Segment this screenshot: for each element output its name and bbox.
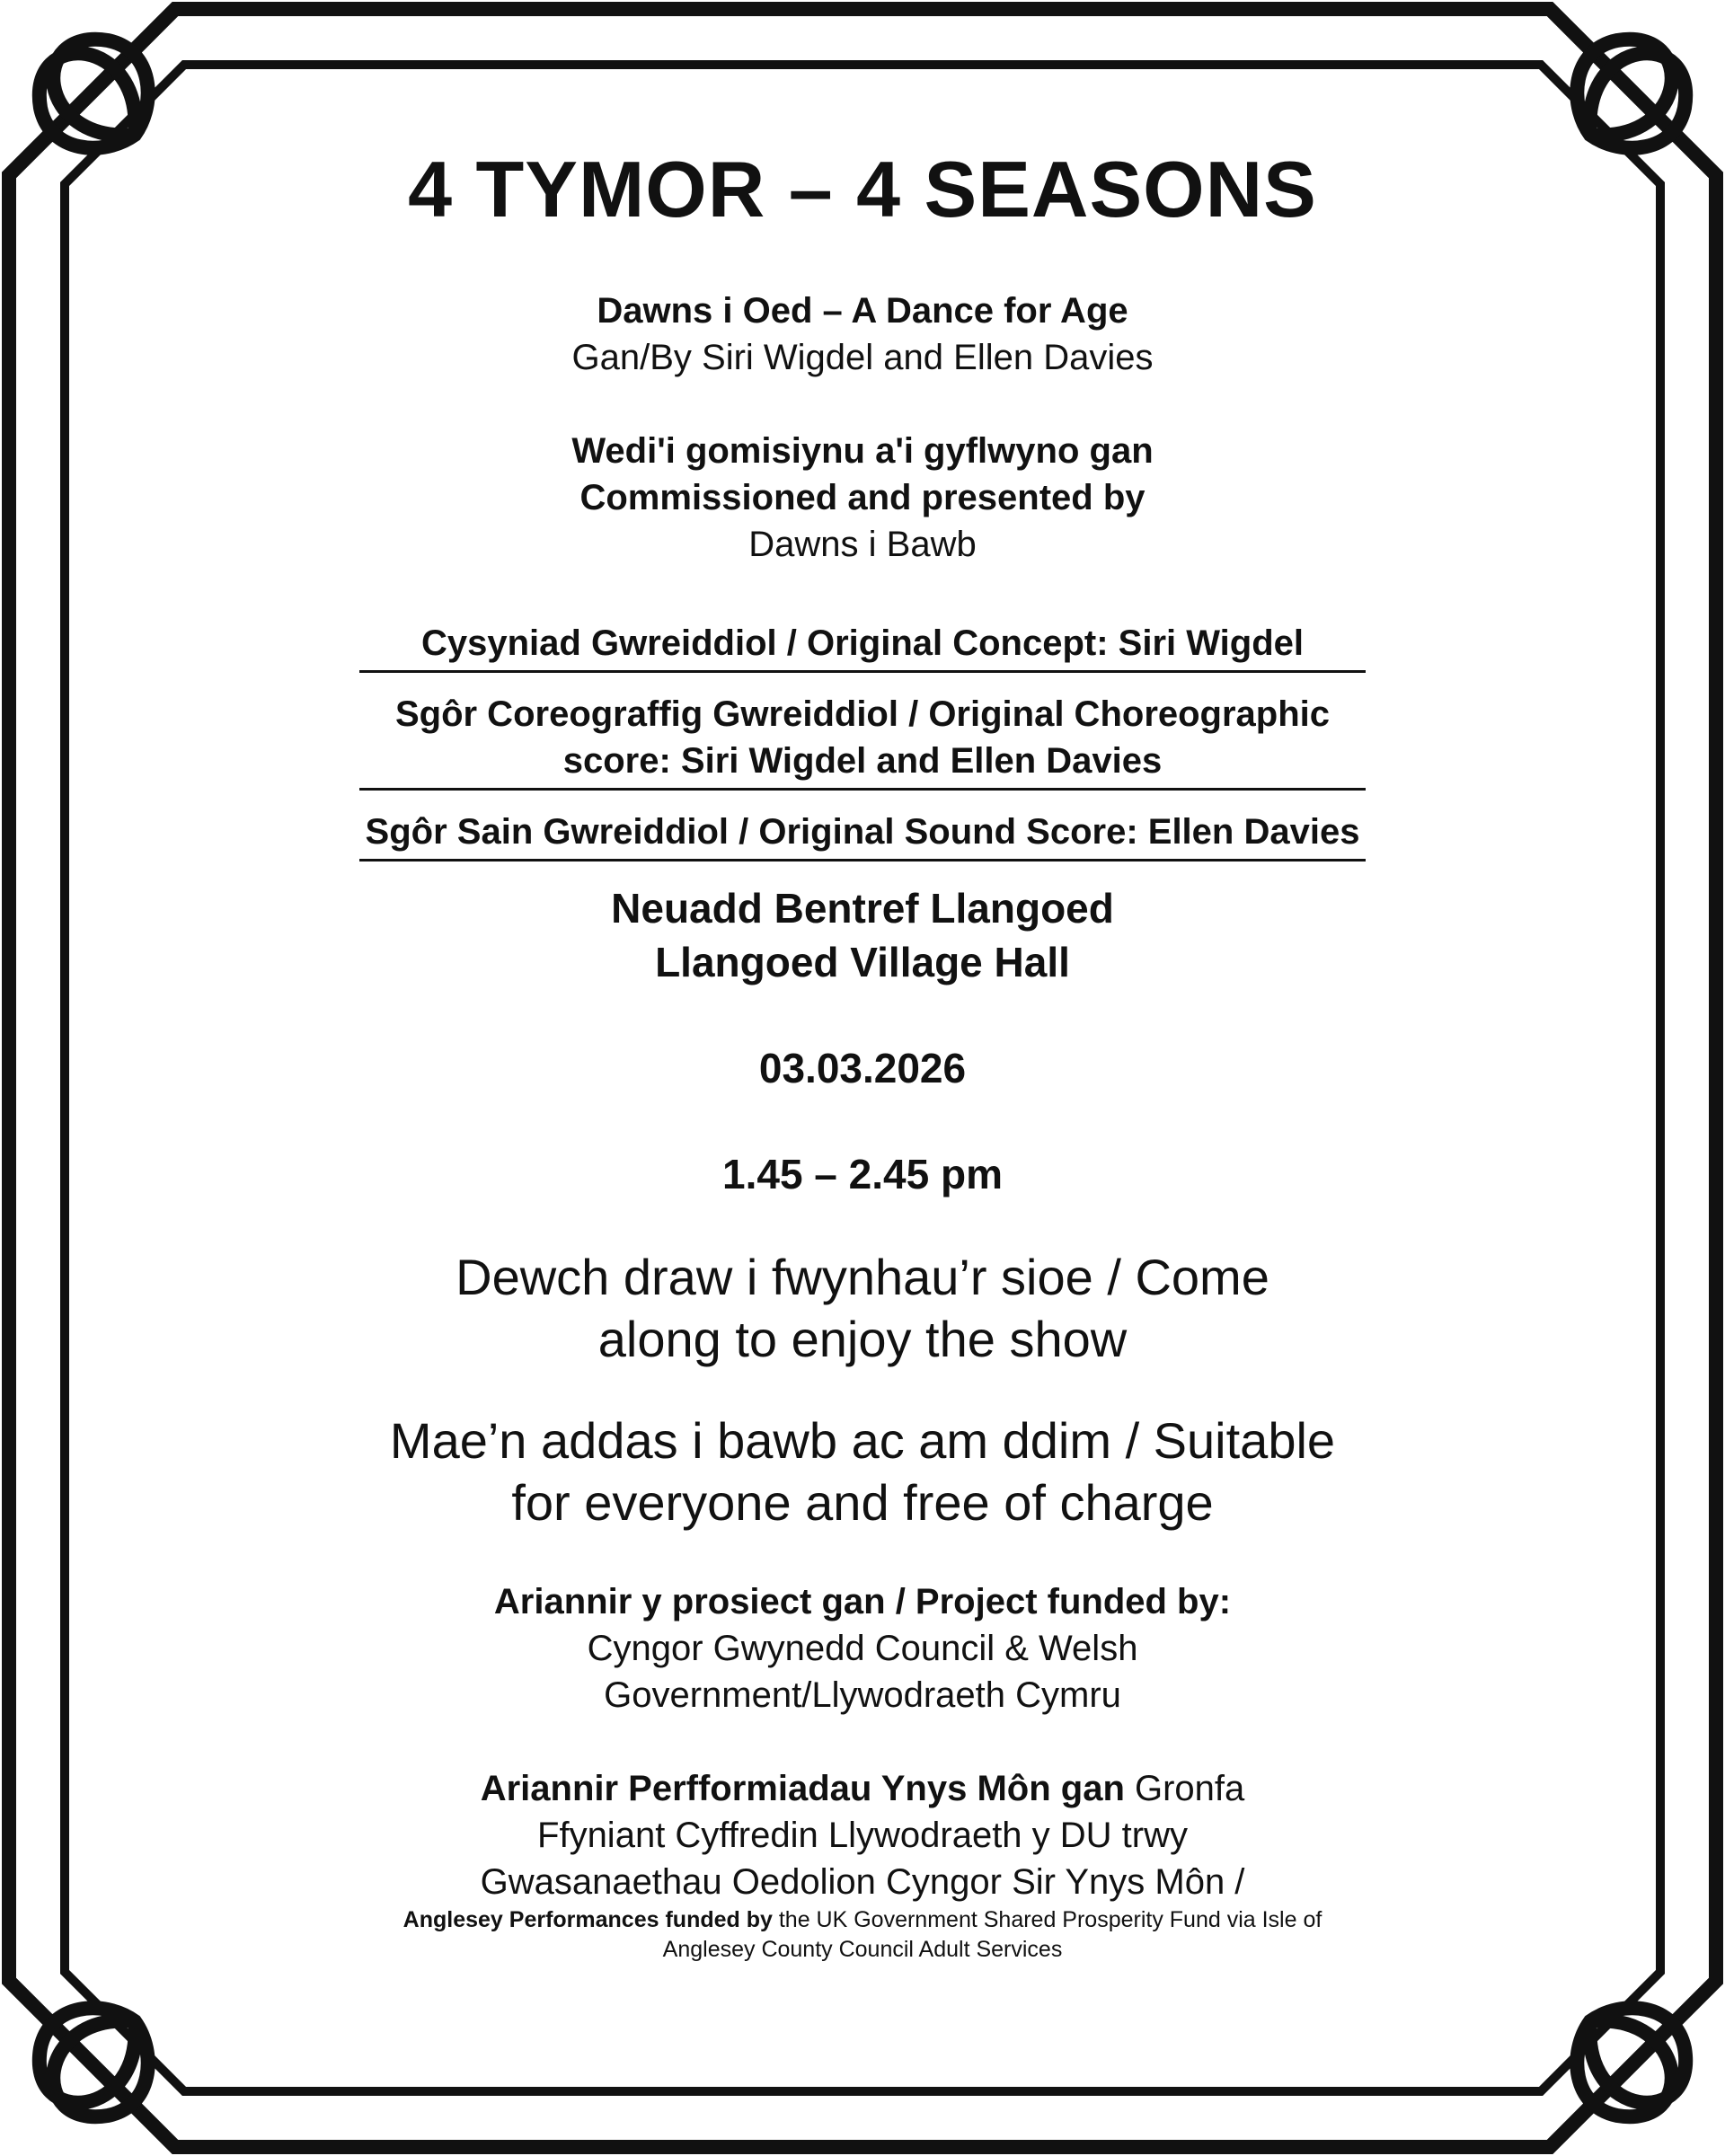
invite-text: Dewch draw i fwynhau’r sioe / Come along to enjoy the show [456, 1249, 1269, 1367]
event-date: 03.03.2026 [758, 1045, 967, 1091]
credit-sound-score: Sgôr Sain Gwreiddiol / Original Sound Score: Ellen Davies [359, 803, 1366, 862]
poster-title: 4 TYMOR – 4 SEASONS [408, 145, 1317, 234]
venue-welsh: Neuadd Bentref Llangoed [611, 885, 1114, 932]
suitability-text: Mae’n addas i bawb ac am ddim / Suitable for everyone and free of charge [389, 1412, 1336, 1531]
anglesey-funding-welsh [359, 1765, 1366, 1905]
commissioner: Dawns i Bawb [748, 525, 977, 564]
credit-choreography: Sgôr Coreograffig Gwreiddiol / Original Choreographic score: Siri Wigdel and Ellen Davies [359, 685, 1366, 791]
anglesey-welsh-rest: Gronfa Ffyniant Cyffredin Llywodraeth y DU trwy Gwasanaethau Oedolion Cyngor Sir Ynys Môn / [480, 1769, 1245, 1902]
poster-content [359, 144, 1366, 1965]
anglesey-english-bold: Anglesey Performances funded by [402, 1907, 773, 1932]
funding-heading: Ariannir y prosiect gan / Project funded by: [493, 1582, 1232, 1621]
event-time: 1.45 – 2.45 pm [722, 1151, 1003, 1197]
venue-english: Llangoed Village Hall [655, 939, 1070, 985]
by-line: Gan/By Siri Wigdel and Ellen Davies [571, 338, 1154, 377]
commission-welsh: Wedi'i gomisiynu a'i gyflwyno gan [571, 431, 1154, 471]
anglesey-funding-english [359, 1905, 1366, 1965]
funders: Cyngor Gwynedd Council & Welsh Government/Llywodraeth Cymru [587, 1629, 1138, 1715]
anglesey-english-rest: the UK Government Shared Prosperity Fund via Isle of Anglesey County Council Adult Services [662, 1907, 1322, 1962]
credits-list [359, 614, 1366, 862]
anglesey-welsh-bold: Ariannir Perfformiadau Ynys Môn gan [480, 1769, 1125, 1808]
credit-concept: Cysyniad Gwreiddiol / Original Concept: Siri Wigdel [359, 614, 1366, 673]
poster-subtitle: Dawns i Oed – A Dance for Age [597, 291, 1128, 331]
commission-english: Commissioned and presented by [579, 478, 1146, 517]
